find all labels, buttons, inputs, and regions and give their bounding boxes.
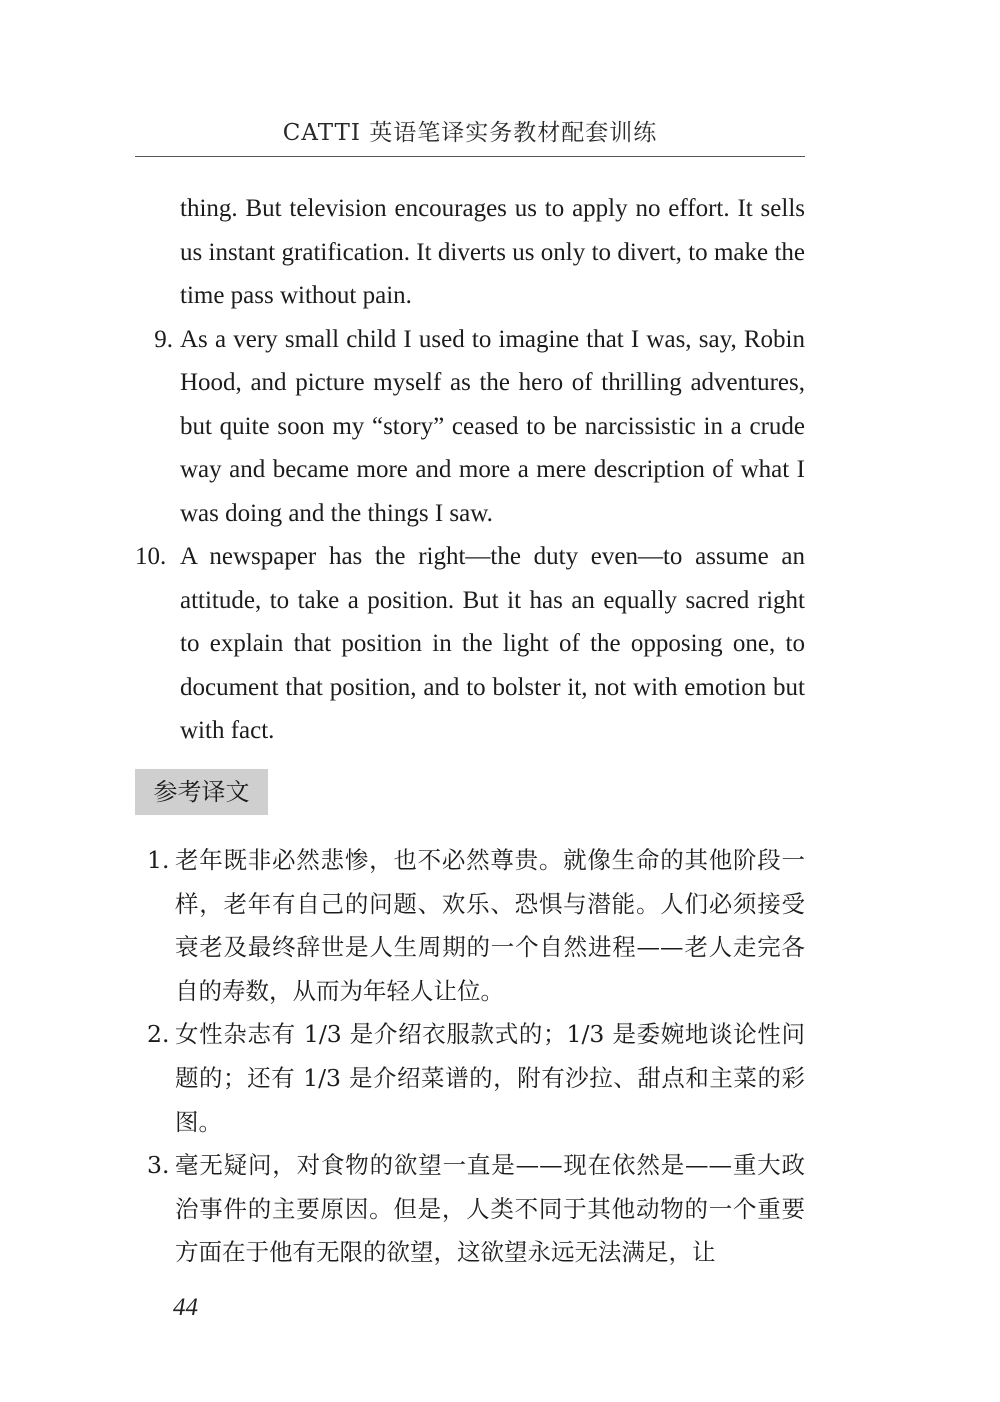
- item-text: 女性杂志有 1/3 是介绍衣服款式的；1/3 是委婉地谈论性问题的；还有 1/3 是介绍菜谱的，附有沙拉、甜点和主菜的彩图。: [175, 1020, 805, 1136]
- header-rule: [135, 156, 805, 157]
- item-number: 1.: [147, 846, 170, 874]
- chinese-item-2: [135, 1013, 805, 1144]
- english-item-10: [135, 535, 805, 753]
- chinese-item-3: [135, 1144, 805, 1275]
- section-heading-reference-translation: 参考译文: [135, 769, 268, 815]
- item-text: As a very small child I used to imagine that I was, say, Robin Hood, and picture myself as the hero of thrilling adventures, but quite soon my “story” ceased to be narcissistic in a crude way and became more and more a mere description of what I was doing and the things I saw.: [180, 325, 805, 527]
- item-text: 毫无疑问，对食物的欲望一直是——现在依然是——重大政治事件的主要原因。但是，人类不同于其他动物的一个重要方面在于他有无限的欲望，这欲望永远无法满足，让: [175, 1151, 805, 1267]
- continuation-paragraph: thing. But television encourages us to apply no effort. It sells us instant gratification. It diverts us only to divert, to make the time pass without pain.: [180, 195, 805, 309]
- item-number: 10.: [135, 543, 167, 570]
- item-number: 9.: [154, 325, 173, 353]
- item-number: 2.: [147, 1020, 170, 1049]
- page-number: 44: [173, 1294, 198, 1321]
- english-source-text: [135, 187, 805, 753]
- item-text: 老年既非必然悲惨，也不必然尊贵。就像生命的其他阶段一样，老年有自己的问题、欢乐、恐惧与潜能。人们必须接受衰老及最终辞世是人生周期的一个自然进程——老人走完各自的寿数，从而为年轻人让位。: [175, 846, 805, 1005]
- running-header-title: CATTI 英语笔译实务教材配套训练: [282, 120, 658, 146]
- item-text: A newspaper has the right—the duty even—to assume an attitude, to take a position. But it has an equally sacred right to explain that position in the light of the opposing one, to document that position, and to bolster it, not with emotion but with fact.: [180, 543, 805, 744]
- english-item-9: [135, 318, 805, 536]
- chinese-item-1: [135, 839, 805, 1013]
- chinese-translation-text: [135, 839, 805, 1275]
- item-number: 3.: [147, 1151, 170, 1180]
